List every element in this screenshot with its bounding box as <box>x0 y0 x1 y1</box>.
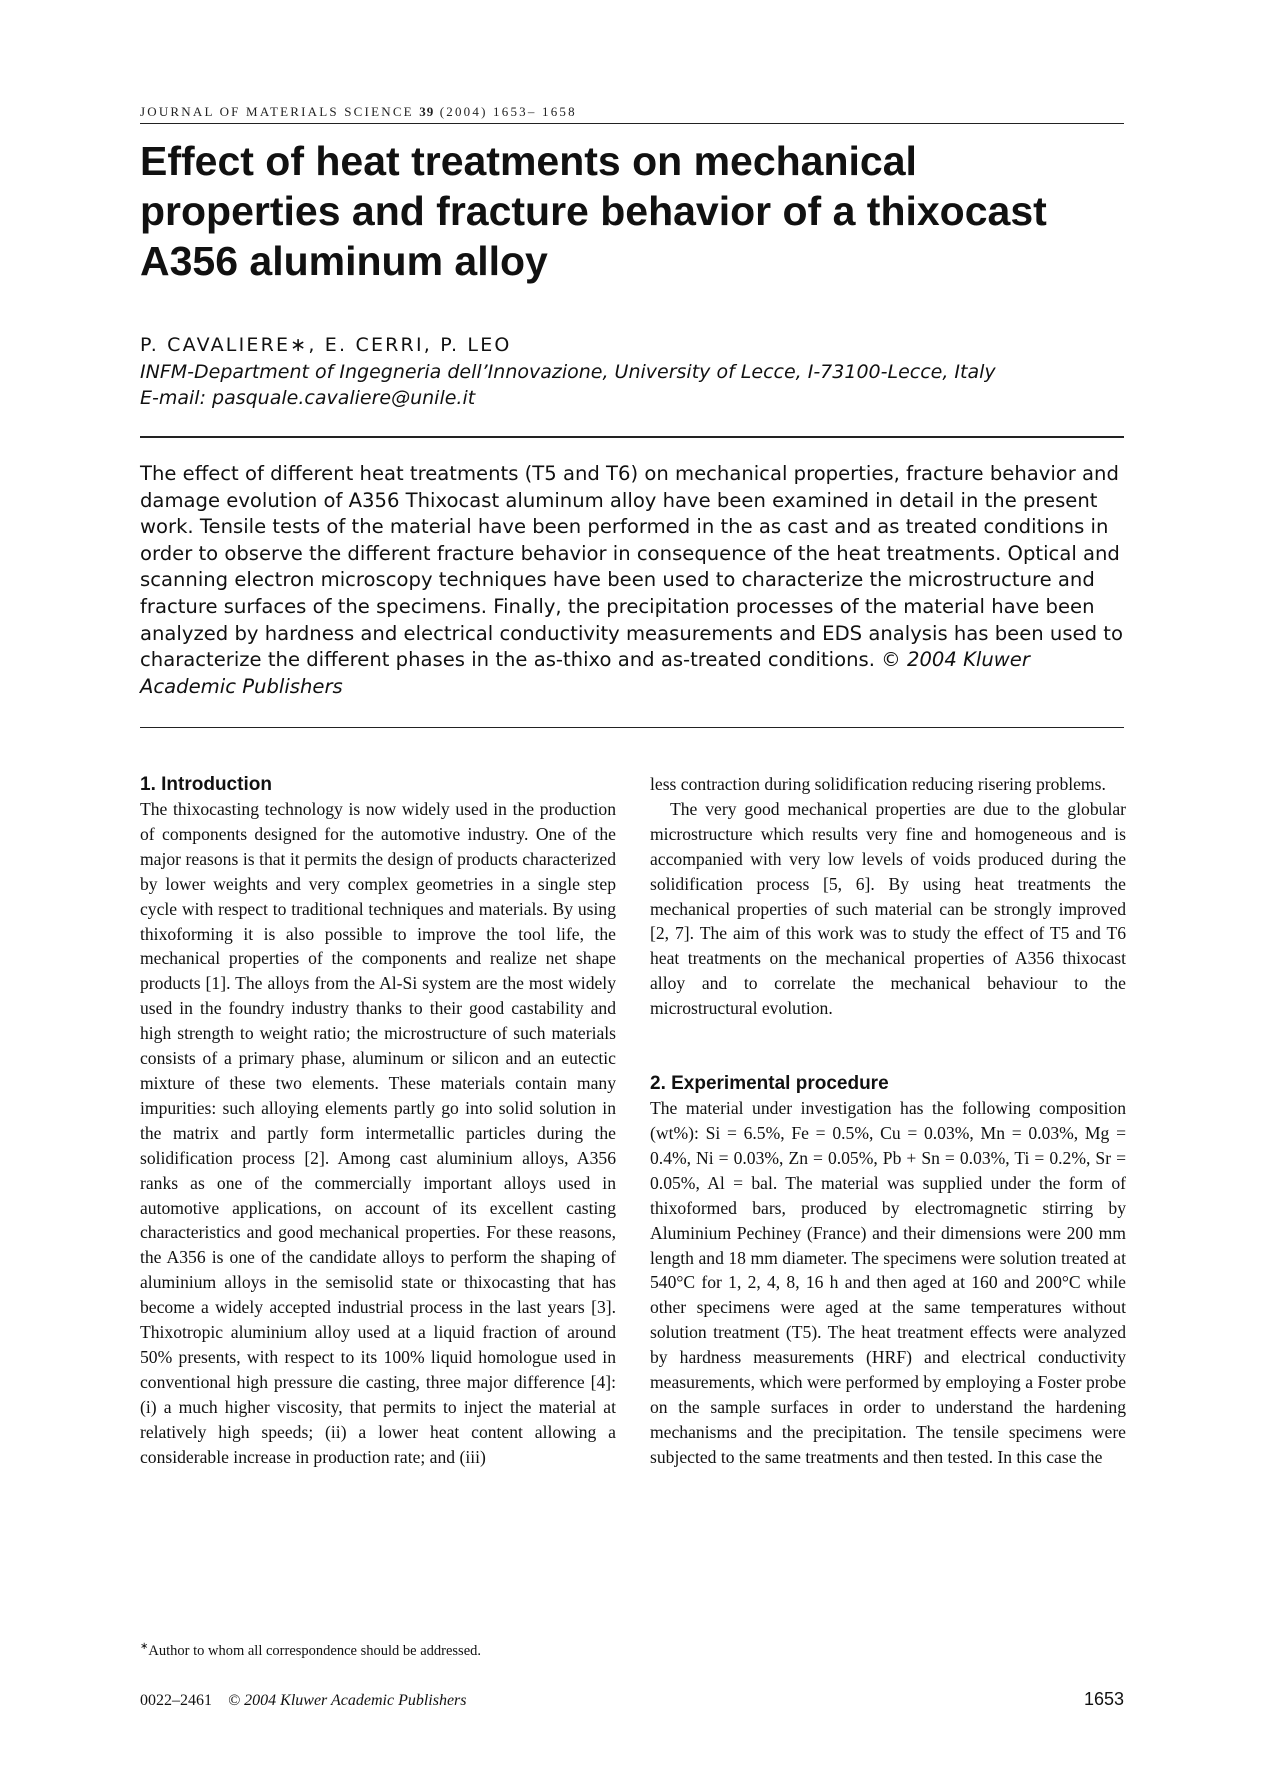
footnote <box>140 1641 740 1660</box>
section-gap <box>650 1021 1126 1071</box>
journal-year-pages: (2004) 1653– 1658 <box>439 104 577 119</box>
footnote-mark: ∗ <box>140 1641 149 1652</box>
abstract <box>140 461 1130 700</box>
footnote-text: Author to whom all correspondence should be addressed. <box>148 1642 481 1659</box>
section-heading-experimental: 2. Experimental procedure <box>650 1073 889 1095</box>
section-heading-introduction: 1. Introduction <box>140 774 272 795</box>
affiliation: INFM-Department of Ingegneria dell’Innovazione, University of Lecce, I-73100-Lecce, Italy <box>140 361 996 383</box>
abstract-bottom-rule <box>140 727 1124 728</box>
journal-name: JOURNAL OF MATERIALS SCIENCE <box>140 104 414 119</box>
introduction-paragraph-1-continued: less contraction during solidification reducing risering problems. <box>650 774 1106 794</box>
paper-title: Effect of heat treatments on mechanical properties and fracture behavior of a thixocast A356 aluminum alloy <box>140 138 1047 284</box>
introduction-paragraph-2: The very good mechanical properties are due to the globular microstructure which results very fine and homogeneous and is accompanied with very low levels of voids produced during the solidification process [5, 6]. By using heat treatments the mechanical properties of such material can be strongly improved [2, 7]. The aim of this work was to study the effect of T5 and T6 heat treatments on the mechanical properties of A356 thixocast alloy and to correlate the mechanical behaviour to the microstructural evolution. <box>650 798 1126 1019</box>
footer-publisher: © 2004 Kluwer Academic Publishers <box>228 1692 467 1709</box>
running-head <box>140 104 1124 120</box>
author-email: E-mail: pasquale.cavaliere@unile.it <box>140 387 476 409</box>
abstract-text: The effect of different heat treatments (T5 and T6) on mechanical properties, fracture behavior and damage evolution of A356 Thixocast aluminum alloy have been examined in detail in the present work. Tensile tests of the material have been performed in the as cast and as treated conditions in order to observe the different fracture behavior in consequence of the heat treatments. Optical and scanning electron microscopy techniques have been used to characterize the microstructure and fracture surfaces of the specimens. Finally, the precipitation processes of the material have been analyzed by hardness and electrical conductivity measurements and EDS analysis has been used to characterize the different phases in the as-thixo and as-treated conditions. <box>140 462 1123 672</box>
paper-page <box>140 0 1124 1772</box>
header-rule <box>140 123 1124 124</box>
author-list: P. CAVALIERE∗, E. CERRI, P. LEO <box>140 334 512 356</box>
abstract-copyright: © 2004 Kluwer Academic Publishers <box>140 648 1030 698</box>
abstract-top-rule <box>140 436 1124 438</box>
right-column <box>650 772 1126 1470</box>
introduction-paragraph-1: The thixocasting technology is now widely used in the production of components designed for the automotive industry. One of the major reasons is that it permits the design of products characterized by lower weights and very complex geometries in a single step cycle with respect to traditional techniques and materials. By using thixoforming it is also possible to improve the tool life, the mechanical properties of the components and realize net shape products [1]. The alloys from the Al-Si system are the most widely used in the foundry industry thanks to their good castability and high strength to weight ratio; the microstructure of such materials consists of a primary phase, aluminum or silicon and an eutectic mixture of these two elements. These materials contain many impurities: such alloying elements partly go into solid solution in the matrix and partly form intermetallic particles during the solidification process [2]. Among cast aluminium alloys, A356 ranks as one of the commercially important alloys used in automotive applications, on account of its excellent casting characteristics and good mechanical properties. For these reasons, the A356 is one of the candidate alloys to perform the shaping of aluminium alloys in the semisolid state or thixocasting that has become a widely accepted industrial process in the last years [3]. Thixotropic aluminium alloy used at a liquid fraction of around 50% presents, with respect to its 100% liquid homologue used in conventional high pressure die casting, three major difference [4]: (i) a much higher viscosity, that permits to inject the material at relatively high speeds; (ii) a lower heat content allowing a considerable increase in production rate; and (iii) <box>140 799 616 1467</box>
issn: 0022–2461 <box>140 1692 212 1709</box>
journal-volume: 39 <box>419 104 435 119</box>
experimental-paragraph-1: The material under investigation has the following composition (wt%): Si = 6.5%, Fe = 0.5%, Cu = 0.03%, Mn = 0.03%, Mg = 0.4%, Ni = 0.03%, Zn = 0.05%, Pb + Sn = 0.03%, Ti = 0.2%, Sr = 0.05%, Al = bal. The material was supplied under the form of thixoformed bars, produced by electromagnetic stirring by Aluminium Pechiney (France) and their dimensions were 200 mm length and 18 mm diameter. The specimens were solution treated at 540°C for 1, 2, 4, 8, 16 h and then aged at 160 and 200°C while other specimens were aged at the same temperatures without solution treatment (T5). The heat treatment effects were analyzed by hardness measurements (HRF) and electrical conductivity measurements, which were performed by employing a Foster probe on the sample surfaces in order to understand the hardening mechanisms and the precipitation. The tensile specimens were subjected to the same treatments and then tested. In this case the <box>650 1098 1126 1467</box>
left-column <box>140 772 616 1469</box>
page-number: 1653 <box>1083 1689 1124 1709</box>
